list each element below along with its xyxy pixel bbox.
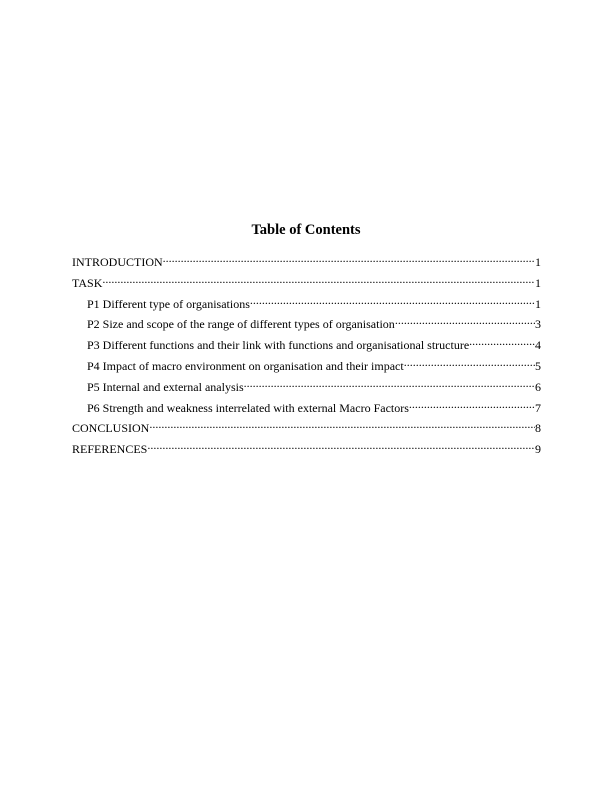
toc-entry-text: P5 Internal and external analysis [87,379,244,394]
toc-dot-leader [149,416,535,432]
toc-entry-p4[interactable] [72,354,541,375]
toc-entry-conclusion[interactable] [72,416,541,437]
toc-entry-p6[interactable] [72,396,541,417]
toc-page-number: 1 [535,255,541,269]
toc-title: Table of Contents [251,222,361,238]
toc-dot-leader [244,375,535,391]
toc-dot-leader [250,292,535,308]
toc-entry-p1[interactable] [72,292,541,313]
toc-dot-leader [409,396,535,412]
toc-page-number: 7 [535,400,541,415]
toc-entry-text: P4 Impact of macro environment on organisation and their impact [87,358,404,373]
toc-entry-text: INTRODUCTION [72,255,163,269]
toc-entry-text: P2 Size and scope of the range of different types of organisation [87,317,395,332]
toc-page-number: 8 [535,421,541,436]
toc-entry-text: CONCLUSION [72,421,150,436]
toc-list [72,250,541,458]
toc-entry-task[interactable] [72,271,541,292]
toc-entry-text: TASK [72,275,103,290]
toc-entry-text: P6 Strength and weakness interrelated with external Macro Factors [87,400,409,415]
toc-entry-introduction[interactable] [72,250,541,271]
toc-entry-p5[interactable] [72,375,541,396]
toc-dot-leader [395,312,535,328]
toc-dot-leader [404,354,535,370]
toc-entry-p3[interactable] [72,333,541,354]
toc-page-number: 4 [535,338,541,353]
toc-dot-leader [102,271,535,287]
toc-dot-leader [163,250,535,266]
toc-entry-text: REFERENCES [72,442,148,457]
toc-page-number: 1 [535,275,541,290]
toc-page-number: 6 [535,379,541,394]
toc-page-number: 3 [535,317,541,332]
toc-entry-text: P3 Different functions and their link with functions and organisational structure [87,338,470,353]
toc-dot-leader [469,333,535,349]
toc-entry-references[interactable] [72,437,541,458]
toc-dot-leader [147,437,535,453]
toc-entry-text: P1 Different type of organisations [87,296,250,311]
toc-page-number: 9 [535,442,541,457]
toc-page-number: 1 [535,296,541,311]
toc-page-number: 5 [535,358,541,373]
toc-entry-p2[interactable] [72,312,541,333]
